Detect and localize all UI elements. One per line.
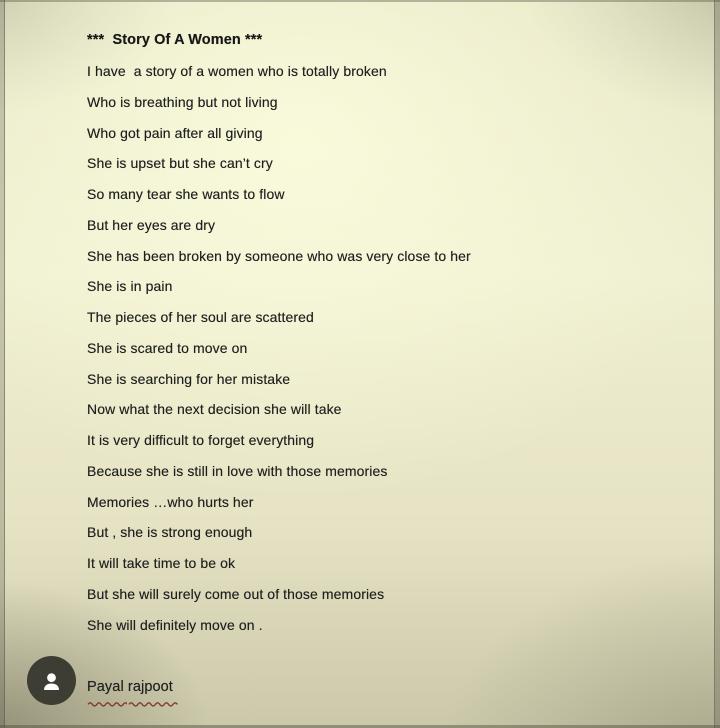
photo-edge-left bbox=[0, 0, 4, 728]
poem-title: *** Story Of A Women *** bbox=[87, 32, 263, 49]
spellcheck-squiggle bbox=[87, 694, 127, 712]
poem-line: It is very difficult to forget everything bbox=[87, 432, 315, 449]
photo-edge-line-left bbox=[4, 0, 5, 728]
photo-edge-top bbox=[0, 0, 720, 2]
person-icon bbox=[38, 667, 65, 694]
poem-line: She is scared to move on bbox=[87, 339, 248, 356]
avatar bbox=[27, 656, 76, 705]
poem-line: She is searching for her mistake bbox=[87, 370, 291, 387]
spellcheck-squiggle bbox=[128, 694, 180, 712]
poem-line: She is in pain bbox=[87, 278, 173, 295]
poem-line: Who got pain after all giving bbox=[87, 124, 263, 141]
poem bbox=[87, 25, 704, 640]
poem-line: She has been broken by someone who was very close to her bbox=[87, 247, 471, 264]
poem-line: She is upset but she can’t cry bbox=[87, 155, 273, 172]
poem-line: I have a story of a women who is totally broken bbox=[87, 63, 387, 80]
poem-line: She will definitely move on . bbox=[87, 616, 263, 633]
poem-line: But she will surely come out of those memories bbox=[87, 585, 385, 602]
poem-line: Memories …who hurts her bbox=[87, 493, 254, 510]
photo-edge-right bbox=[715, 0, 720, 728]
photo-edge-line-right bbox=[714, 0, 715, 728]
poem-line: Because she is still in love with those memories bbox=[87, 462, 388, 479]
poem-line: So many tear she wants to flow bbox=[87, 186, 285, 203]
poem-line: The pieces of her soul are scattered bbox=[87, 309, 314, 326]
poem-line: It will take time to be ok bbox=[87, 555, 236, 572]
poem-line: But her eyes are dry bbox=[87, 216, 216, 233]
poem-line: Now what the next decision she will take bbox=[87, 401, 342, 418]
poem-line: Who is breathing but not living bbox=[87, 93, 278, 110]
author-name: Payal rajpoot bbox=[87, 679, 173, 695]
poem-line: But , she is strong enough bbox=[87, 524, 253, 541]
